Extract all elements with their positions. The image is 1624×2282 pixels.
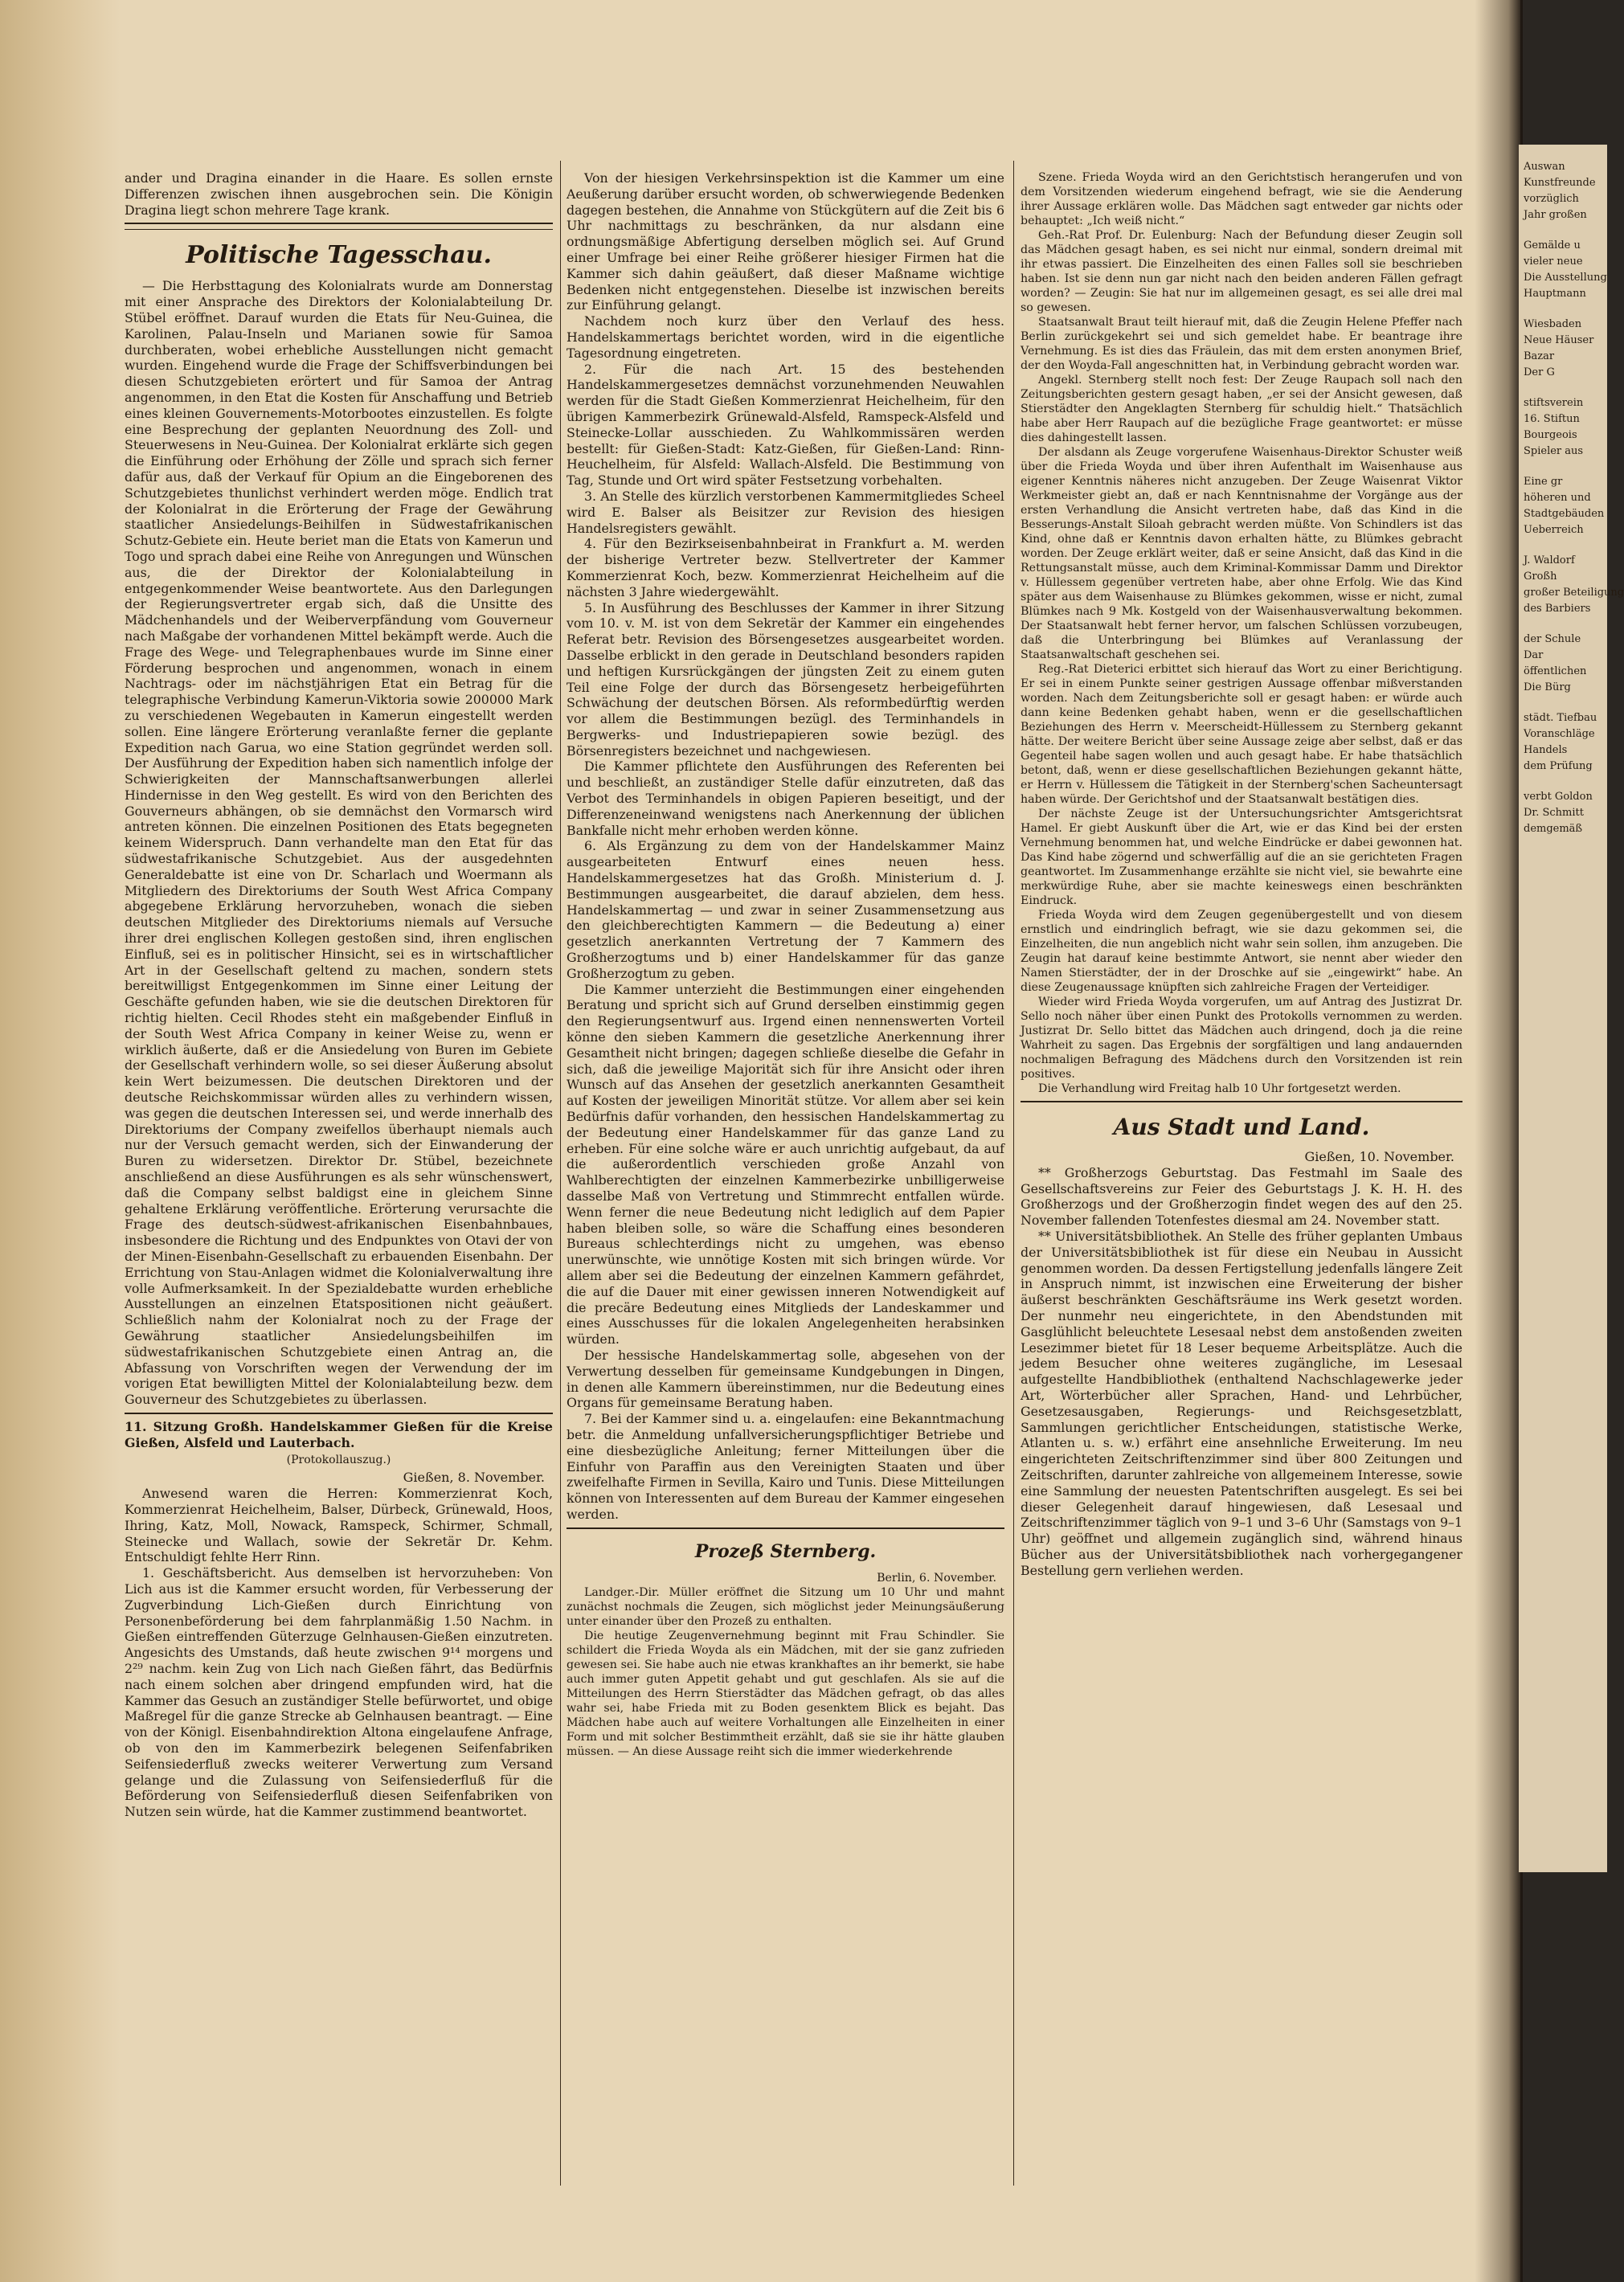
article-paragraph: 2. Für die nach Art. 15 des bestehenden Handelskammergesetzes demnächst vorzunehmenden Neuwahlen werden für die Stadt Gießen Kommerzienrat Heichelheim, für den übrigen Kammerbezirk Grünewald-Alsfeld, Ramspeck-Alsfeld und Steinecke-Lollar ausschieden. Zu Wahlkommissären werden bestellt: für Gießen-Stadt: Katz-Gießen, für Gießen-Land: Rinn-Heuchelheim, für Alsfeld: Wallach-Alsfeld. Die Bestimmung von Tag, Stunde und Ort wird später Festsetzung vorbehalten.	[567, 361, 1004, 489]
adjacent-page-line: Jahr großen	[1524, 209, 1587, 221]
chamber-subheading: (Protokollauszug.)	[286, 1453, 391, 1466]
article-paragraph: Die heutige Zeugenvernehmung beginnt mit Frau Schindler. Sie schildert die Frieda Woyda als ein Mädchen, mit der sie ganz zufrieden gewesen sei. Sie habe auch nie etwas krankhaftes an ihr bemerkt, sie habe auch immer guten Appetit gehabt und gut geschlafen. Als sie auf die Mitteilungen des Herrn Stierstädter das Mädchen gefragt, ob das alles wahr sei, habe Frieda mit zu Boden gesenktem Blick es bejaht. Das Mädchen habe auch auf weitere Vorhaltungen alle Einzelheiten in einer Form und mit solcher Bestimmtheit erzählt, daß sie sie ihr hätte glauben müssen. — An diese Aussage reiht sich die immer wiederkehrende	[567, 1629, 1004, 1758]
column-divider	[560, 161, 561, 2186]
local-news-heading: Aus Stadt und Land.	[1113, 1114, 1370, 1140]
adjacent-page-line: großer Beteiligung	[1524, 587, 1624, 599]
article-paragraph: Angekl. Sternberg stellt noch fest: Der Zeuge Raupach soll nach den Zeitungsberichten gestern gesagt haben, „er sei der Ansicht gewesen, daß Stierstädter den Angeklagten Sternberg für schuldig hielt.“ Thatsächlich habe aber Herr Raupach auf die bezügliche Frage geantwortet: er müsse dies dahingestellt lassen.	[1021, 374, 1462, 444]
article-paragraph: Wieder wird Frieda Woyda vorgerufen, um auf Antrag des Justizrat Dr. Sello noch näher über einen Punkt des Protokolls vernommen zu werden. Justizrat Dr. Sello bittet das Mädchen auch dringend, doch ja die reine Wahrheit zu sagen. Das Ergebnis der sorgfältigen und lang andauernden nochmaligen Befragung des Mädchens durch den Vorsitzenden ist rein positives.	[1021, 996, 1462, 1081]
adjacent-page-line: Wiesbaden	[1524, 318, 1582, 330]
trial-heading: Prozeß Sternberg.	[694, 1540, 877, 1562]
article-paragraph: Die Kammer pflichtete den Ausführungen des Referenten bei und beschließt, an zuständiger Stelle dafür einzutreten, daß das Verbot des Terminhandels in obigen Papieren beseitigt, und der Differenzeneinwand wenigstens nach Anerkennung der üblichen Bankfalle nicht mehr erhoben werden könne.	[567, 759, 1004, 838]
article-paragraph: 6. Als Ergänzung zu dem von der Handelskammer Mainz ausgearbeiteten Entwurf eines neuen hess. Handelskammergesetzes hat das Großh. Ministerium d. J. Bestimmungen ausgearbeitet, die darauf abzielen, dem hess. Handelskammertag — und zwar in seiner Zusammensetzung aus den gleichberechtigten Kammern — die Bedeutung a) einer gesetzlich anerkannten Vertretung der 7 Kammern des Großherzogtums und b) einer Handelskammer für das ganze Großherzogtum zu geben.	[567, 838, 1004, 981]
article-paragraph: Nachdem noch kurz über den Verlauf des hess. Handelskammertags berichtet worden, wird in die eigentliche Tagesordnung eingetreten.	[567, 313, 1004, 361]
adjacent-page-line: öffentlichen	[1524, 665, 1587, 677]
article-paragraph: ** Großherzogs Geburtstag. Das Festmahl im Saale des Gesellschaftsvereins zur Feier des Geburtstags J. K. H. H. des Großherzogs und der Großherzogin findet wegen des auf den 25. November fallenden Totenfestes diesmal am 24. November statt.	[1021, 1164, 1462, 1229]
adjacent-page-line: Kunstfreunde	[1524, 177, 1596, 189]
section-rule	[567, 1527, 1004, 1529]
article-paragraph: Von der hiesigen Verkehrsinspektion ist die Kammer um eine Aeußerung darüber ersucht worden, ob schwerwiegende Bedenken dagegen bestehen, die Annahme von Stückgütern auf die Zeit bis 6 Uhr nachmittags zu beschränken, da nur alsdann eine ordnungsmäßige Abfertigung derselben möglich sei. Auf Grund einer Umfrage bei einer Reihe größerer hiesiger Firmen hat die Kammer sich dahin geäußert, daß dieser Maßname wichtige Bedenken nicht entgegenstehen. Dieselbe ist inzwischen bereits zur Einführung gelangt.	[567, 170, 1004, 313]
adjacent-page-line: Bourgeois	[1524, 429, 1577, 441]
article-paragraph: 5. In Ausführung des Beschlusses der Kammer in ihrer Sitzung vom 10. v. M. ist von dem Sekretär der Kammer ein eingehendes Referat betr. Revision des Börsengesetzes ausgearbeitet worden. Dasselbe erblickt in den gerade in Deutschland besonders rapiden und heftigen Kursrückgängen der jüngsten Zeit zu einem guten Teil eine Folge der durch das Börsengesetz herbeigeführten Schwächung der deutschen Börsen. Als reformbedürftig werden vor allem die Bestimmungen bezügl. des Terminhandels in Bergwerks- und Industriepapieren sowie bezügl. des Börsenregisters bezeichnet und nachgewiesen.	[567, 599, 1004, 759]
adjacent-page-line: Großh	[1524, 570, 1557, 583]
adjacent-page-line: Handels	[1524, 744, 1568, 756]
adjacent-page-line: Der G	[1524, 366, 1555, 378]
adjacent-page-line: Die Bürg	[1524, 681, 1571, 693]
column-divider	[1013, 161, 1014, 2186]
local-news-dateline: Gießen, 10. November.	[1304, 1149, 1454, 1164]
chamber-heading: 11. Sitzung Großh. Handelskammer Gießen für die Kreise Gießen, Alsfeld und Lauterbach.	[125, 1418, 553, 1450]
article-paragraph: — Die Herbsttagung des Kolonialrats wurde am Donnerstag mit einer Ansprache des Direktors der Kolonialabteilung Dr. Stübel eröffnet. Darauf wurden die Etats für Neu-Guinea, die Karolinen, Palau-Inseln und Marianen sowie für Samoa durchberaten, wobei erhebliche Ausstellungen nicht gemacht wurden. Eingehend wurde die Frage der Schiffsverbindungen bei diesen Schutzgebieten erörtert und für Samoa der Antrag angenommen, in den Etat die Kosten für Anschaffung und Betrieb eines kleinen Gouvernements-Motorbootes einzustellen. Es folgte eine Besprechung der geplanten Neuordnung des Zoll- und Steuerwesens in Neu-Guinea. Der Kolonialrat erklärte sich gegen die Einführung oder Erhöhung der Zölle und sprach sich ferner dafür aus, daß der Verkauf für Opium an die Eingeborenen des Schutzgebietes thunlichst verhindert werden möge. Endlich trat der Kolonialrat in die Erörterung der Frage der Gewährung staatlicher Ansiedelungs-Beihilfen in Südwestafrikanischen Schutz-Gebiete ein. Heute beriet man die Etats von Kamerun und Togo und sprach dabei eine Reihe von Anregungen und Wünschen aus, die der Direktor der Kolonialabteilung in entgegenkommender Weise beantwortete. Aus den Darlegungen der Regierungsvertreter ergab sich, daß die Unsitte des Mädchenhandels und der Weiberverpfändung vom Gouverneur nach Maßgabe der vorhandenen Mittel bekämpft werde. Auch die Frage des Wege- und Telegraphenbaues wurde im Sinne einer Förderung besprochen und angenommen, wonach in einem Nachtrags- oder im nächstjährigen Etat ein Betrag für die telegraphische Verbindung Kamerun-Viktoria sowie 200000 Mark zu verschiedenen Wegebauten in Kamerun eingestellt werden sollen. Eine längere Erörterung veranlaßte ferner die geplante Expedition nach Garua, wo eine Station gegründet werden soll. Der Ausführung der Expedition haben sich namentlich infolge der Schwierigkeiten der Mannschaftsanwerbungen allerlei Hindernisse in den Weg gestellt. Es wird von den Berichten des Gouverneurs abhängen, ob sie demnächst den Vormarsch wird antreten können. Die einzelnen Positionen des Etats begegneten keinem Widerspruch. Dann verhandelte man den Etat für das südwestafrikanische Schutzgebiet. Aus der ausgedehnten Generaldebatte ist eine von Dr. Scharlach und Woermann als Mitgliedern des Direktoriums der South West Africa Company abgegebene Erklärung hervorzuheben, wonach die sieben deutschen Mitglieder des Direktoriums niemals auf Versuche ihrer drei englischen Kollegen gestoßen sind, ihren englischen Einfluß, sei es in politischer Hinsicht, sei es in wirtschaftlicher Art in der Gesellschaft geltend zu machen, sondern stets bereitwilligst Entgegenkommen im Sinne einer Leitung der Geschäfte gefunden haben, wie sie die deutschen Direktoren für richtig hielten. Cecil Rhodes steht ein maßgebender Einfluß in der South West Africa Company in keiner Weise zu, wenn er wirklich äußerte, daß er die Ansiedelung von Buren im Gebiete der Gesellschaft verhindern wolle, so sei dieser Äußerung absolut kein Wert beizumessen. Die deutschen Direktoren und der deutsche Reichskommissar würden alles zu verhindern wissen, was gegen die deutschen Interessen sei, und werde innerhalb des Direktoriums der Company zweifellos überhaupt niemals auch nur der Versuch gemacht werden, sich der Einwanderung der Buren zu widersetzen. Direktor Dr. Stübel, bezeichnete anschließend an diese Ausführungen es als sehr wünschenswert, daß die Company selbst baldigst eine in gleichem Sinne gehaltene Erklärung veröffentliche. Erörterung verursachte die Frage des deutsch-südwest-afrikanischen Eisenbahnbaues, insbesondere die Richtung und des Endpunktes von Otavi der von der Minen-Eisenbahn-Gesellschaft zu erbauenden Eisenbahn. Der Errichtung von Stau-Anlagen widmet die Kolonialverwaltung ihre volle Aufmerksamkeit. In der Spezialdebatte wurden erhebliche Ausstellungen an einzelnen Etatspositionen nicht geäußert. Schließlich nahm der Kolonialrat noch zu der Frage der Gewährung staatlicher Ansiedelungsbeihilfen im südwestafrikanischen Schutzgebiete einen Antrag an, die Abfassung von Vorschriften wegen der Verwendung der im vorigen Etat bewilligten Mittel der Kolonialabteilung bezw. dem Gouverneur des Schutzgebietes zu überlassen.	[125, 278, 553, 1408]
adjacent-page-line: der Schule	[1524, 633, 1581, 645]
article-paragraph: Die Verhandlung wird Freitag halb 10 Uhr fortgesetzt werden.	[1038, 1082, 1401, 1095]
article-paragraph: ** Universitätsbibliothek. An Stelle des früher geplanten Umbaus der Universitätsbibliothek ist für diese ein Neubau in Aussicht genommen worden. Da dessen Fertigstellung jedenfalls längere Zeit in Anspruch nimmt, ist inzwischen eine Erweiterung der bisher äußerst beschränkten Geschäftsräume ins Werk gesetzt worden. Der nunmehr neu eingerichtete, in den Abendstunden mit Gasglühlicht beleuchtete Lesesaal nebst dem anstoßenden zweiten Lesezimmer bietet für 18 Leser bequeme Arbeitsplätze. Auch die jedem Besucher ohne weiteres zugängliche, im Lesesaal aufgestellte Handbibliothek (enthaltend Nachschlagewerke jeder Art, Wörterbücher aller Sprachen, Hand- und Lehrbücher, Gesetzesausgaben, Regierungs- und Reichsgesetzblatt, Sammlungen gerichtlicher Entscheidungen, statistische Werke, Atlanten u. s. w.) erfährt eine ansehnliche Erweiterung. Im neu eingerichteten Zeitschriftenzimmer sind über 800 Zeitungen und Zeitschriften, darunter zahlreiche von allgemeinem Interesse, sowie eine Sammlung der neuesten Patentschriften ausgelegt. Es sei bei dieser Gelegenheit darauf hingewiesen, daß Lesesaal und Zeitschriftenzimmer täglich von 9–1 und 3–6 Uhr (Samstags von 9–1 Uhr) geöffnet und allgemein zugänglich sind, während hinaus Bücher aus der Universitätsbibliothek nach vorhergegangener Bestellung gern verliehen werden.	[1021, 1228, 1462, 1578]
article-paragraph: 4. Für den Bezirkseisenbahnbeirat in Frankfurt a. M. werden der bisherige Vertreter bezw. Stellvertreter der Kammer Kommerzienrat Koch, bezw. Kommerzienrat Heichelheim auf die nächsten 3 Jahre wiedergewählt.	[567, 536, 1004, 599]
article-paragraph: Geh.-Rat Prof. Dr. Eulenburg: Nach der Befundung dieser Zeugin soll das Mädchen gesagt haben, es sei nicht nur einmal, sondern dreimal mit ihr etwas passiert. Die Einzelheiten des einen Falles soll sie beschrieben haben. Ist sie denn nun gar nicht nach den beiden anderen Fällen gefragt worden? — Zeugin: Sie hat nur im allgemeinen gesagt, es sei alle drei mal so gewesen.	[1021, 229, 1462, 314]
adjacent-page-line: Eine gr	[1524, 476, 1563, 488]
adjacent-page-line: demgemäß	[1524, 823, 1583, 835]
adjacent-page-line: Bazar	[1524, 350, 1555, 362]
politics-heading: Politische Tagesschau.	[186, 241, 492, 270]
adjacent-page-line: städt. Tiefbau	[1524, 712, 1597, 724]
adjacent-page-line: dem Prüfung	[1524, 760, 1593, 772]
column-2	[567, 170, 1004, 2163]
section-rule	[125, 223, 553, 224]
article-paragraph: Der alsdann als Zeuge vorgerufene Waisenhaus-Direktor Schuster weiß über die Frieda Woyda und über ihren Aufenthalt im Waisenhause aus eigener Kenntnis näheres nicht anzugeben. Der Zeuge Waisenrat Viktor Werkmeister giebt an, daß er nach Kenntnisnahme der Vorgänge aus der ersten Verhandlung die Ansicht vertreten habe, daß das Kind in die Besserungs-Anstalt Siloah gebracht werden müßte. Von Schindlers ist das Kind, ohne daß er Kenntnis davon erhalten hätte, zu Blümkes gebracht worden. Der Zeuge erklärt weiter, daß er seine Ansicht, daß das Kind in die Rettungsanstalt müsse, auch dem Kriminal-Kommissar Damm und Direktor v. Hüllessem gegenüber vertreten habe, aber ohne Erfolg. Wie das Kind später aus dem Waisenhause zu Blümkes gekommen, wisse er nicht, zumal Blümkes nach 9 Mk. Kostgeld von der Waisenhausverwaltung bekommen. Der Staatsanwalt hebt ferner hervor, um falschen Schlüssen vorzubeugen, daß die Unterbringung bei Blümkes auf Veranlassung der Staatsanwaltschaft geschehen sei.	[1021, 446, 1462, 661]
adjacent-page-line: Ueberreich	[1524, 524, 1584, 536]
politics-article	[125, 278, 553, 1408]
adjacent-page-line: stiftsverein	[1524, 397, 1584, 409]
adjacent-page-line: Voranschläge	[1524, 728, 1595, 740]
column-3	[1021, 170, 1462, 2235]
adjacent-page-line: Spieler aus	[1524, 445, 1584, 457]
section-rule	[1021, 1101, 1462, 1102]
binding-fold	[1475, 0, 1523, 2282]
adjacent-page-line: höheren und	[1524, 492, 1591, 504]
adjacent-page-line: Hauptmann	[1524, 288, 1586, 300]
article-paragraph: Landger.-Dir. Müller eröffnet die Sitzung um 10 Uhr und mahnt zunächst nochmals die Zeugen, sich möglichst jeder Meinungsäußerung unter einander über den Prozeß zu enthalten.	[567, 1585, 1004, 1628]
article-paragraph: Reg.-Rat Dieterici erbittet sich hierauf das Wort zu einer Berichtigung. Er sei in einem Punkte seiner gestrigen Aussage offenbar mißverstanden worden. Nach dem Zeitungsberichte soll er gesagt haben: er würde auch dann keine Bedenken gehabt haben, wenn er die gesellschaftlichen Beziehungen des Herrn v. Meerscheidt-Hüllessem zu Sternberg gekannt hätte. Der weitere Bericht über seine Aussage zeige aber selbst, daß er das Gegenteil habe sagen wollen und auch gesagt habe. Er habe thatsächlich betont, daß, wenn er diese gesellschaftlichen Beziehungen gekannt hätte, er Herrn v. Hüllessem die Tätigkeit in der Sternberg'schen Sacheuntersagt haben würde. Der Gerichtshof und der Staatsanwalt bestätigen dies.	[1021, 663, 1462, 806]
column-1	[125, 170, 553, 2139]
adjacent-page-line: Auswan	[1524, 161, 1565, 173]
article-paragraph: Der nächste Zeuge ist der Untersuchungsrichter Amtsgerichtsrat Hamel. Er giebt Auskunft über die Art, wie er das Kind bei der ersten Vernehmung benommen hat, und welche Eindrücke er dabei gewonnen hat. Das Kind habe zögernd und schwerfällig auf die an sie gerichteten Fragen geantwortet. Im Zusammenhange erzählte sie nicht viel, sie bewahrte eine merkwürdige Ruhe, aber sie machte keineswegs einen beschränkten Eindruck.	[1021, 808, 1462, 907]
adjacent-page-line: Neue Häuser	[1524, 334, 1594, 346]
trial-dateline: Berlin, 6. November.	[877, 1571, 996, 1585]
article-paragraph: Staatsanwalt Braut teilt hierauf mit, daß die Zeugin Helene Pfeffer nach Berlin zurückgekehrt sei und sich gemeldet habe. Er beantrage ihre Vernehmung. Es ist dies das Fräulein, das mit dem ersten anonymen Brief, der den Woyda-Fall angeschnitten hat, in Verbindung gebracht worden war.	[1021, 316, 1462, 372]
article-paragraph: Die Kammer unterzieht die Bestimmungen einer eingehenden Beratung und spricht sich auf Grund derselben einstimmig gegen den Regierungsentwurf aus. Irgend einen nennenswerten Vorteil könne den sieben Kammern die gesetzliche Anerkennung ihrer Gesamtheit nicht bringen; dagegen schließe dieselbe die Gefahr in sich, daß die jeweilige Majorität sich für ihre Ansicht oder ihren Wunsch auf das Ansehen der gesetzlich anerkannten Gesamtheit auf Kosten der jeweiligen Minorität stütze. Vor allem aber sei kein Bedürfnis dafür vorhanden, den hessischen Handelskammertag zu der Bedeutung einer Handelskammer für das ganze Land zu erheben. Für eine solche wäre er auch unrichtig aufgebaut, da auf die außerordentlich verschieden große Anzahl von Wahlberechtigten der einzelnen Kammerbezirke unbilligerweise dasselbe Maß von Vertretung und Stimmrecht entfallen würde. Wenn ferner die neue Bedeutung nicht lediglich auf dem Papier haben bleiben solle, so wäre die Schaffung eines besonderen Bureaus schlechterdings nicht zu umgehen, was ebenso unerwünschte, wie unnötige Kosten mit sich bringen würde. Vor allem aber sei die Bedeutung der einzelnen Kammern gefährdet, die auf die Dauer mit einer gewissen inneren Notwendigkeit auf die precäre Bedeutung eines Mitglieds der Landeskammer und eines Ausschusses für die lokalen Angelegenheiten herabsinken würden.	[567, 981, 1004, 1348]
section-rule	[125, 1413, 553, 1414]
article-paragraph: Szene. Frieda Woyda wird an den Gerichtstisch herangerufen und von dem Vorsitzenden wiederum eingehend befragt, wie sie die Aenderung ihrer Aussage erklären wolle. Das Mädchen sagt entweder gar nichts oder behauptet: „Ich weiß nicht.“	[1021, 171, 1462, 227]
adjacent-page-line: vieler neue	[1524, 256, 1583, 268]
adjacent-page-line: verbt Goldon	[1524, 791, 1593, 803]
section-rule	[125, 229, 553, 230]
adjacent-page-strip	[1519, 145, 1624, 1872]
article-paragraph: Anwesend waren die Herren: Kommerzienrat Koch, Kommerzienrat Heichelheim, Balser, Dürbeck, Grünewald, Hoos, Ihring, Katz, Moll, Nowack, Ramspeck, Schirmer, Schmall, Steinecke und Wallach, sowie der Sekretär Dr. Kehm. Entschuldigt fehlte Herr Rinn.	[125, 1486, 553, 1565]
article-paragraph: Der hessische Handelskammertag solle, abgesehen von der Verwertung desselben für gemeinsame Kundgebungen in Dingen, in denen alle Kammern übereinstimmen, nur die Bedeutung eines Organs für gemeinsame Beratung haben.	[567, 1347, 1004, 1411]
page-edge-shadow	[0, 0, 121, 2282]
chamber-dateline: Gießen, 8. November.	[403, 1470, 545, 1486]
article-paragraph: 1. Geschäftsbericht. Aus demselben ist hervorzuheben: Von Lich aus ist die Kammer ersucht worden, für Verbesserung der Zugverbindung Lich-Gießen durch Einrichtung von Personenbeförderung bei dem fahrplanmäßig 1.50 Nachm. in Gießen eintreffenden Güterzuge Gelnhausen-Gießen einzutreten. Angesichts des Umstands, daß heute zwischen 9¹⁴ morgens und 2²⁹ nachm. kein Zug von Lich nach Gießen fährt, das Bedürfnis nach einem solchen aber dringend empfunden wird, hat die Kammer das Gesuch an zuständiger Stelle befürwortet, und obige Maßregel für die ganze Strecke ab Gelnhausen beantragt. — Eine von der Königl. Eisenbahndirektion Altona eingelaufene Anfrage, ob von den im Kammerbezirk belegenen Seifenfabriken Seifensiederfluß zwecks weiterer Verwertung zum Versand gelange und die Zulassung von Seifensiederfluß für die Beförderung von Seifensiederfluß diesen Seifenfabriken von Nutzen sein würde, hat die Kammer zustimmend beantwortet.	[125, 1565, 553, 1820]
adjacent-page-line: J. Waldorf	[1524, 554, 1575, 566]
adjacent-page-line: Stadtgebäuden	[1524, 508, 1605, 520]
article-paragraph: Frieda Woyda wird dem Zeugen gegenübergestellt und von diesem ernstlich und eindringlich befragt, wie sie dazu gekommen sei, die Einzelheiten, die nun angeblich nicht wahr sein sollen, ihm anzugeben. Die Zeugin hat darauf keine bestimmte Antwort, sie nennt aber wieder den Namen Stierstädter, der in der Droschke auf sie „eingewirkt“ habe. An diese Zeugenaussage knüpften sich zahlreiche Fragen der Verteidiger.	[1021, 909, 1462, 994]
article-paragraph: 3. An Stelle des kürzlich verstorbenen Kammermitgliedes Scheel wird E. Balser als Beisitzer zur Revision des hiesigen Handelsregisters gewählt.	[567, 488, 1004, 536]
article-paragraph: 7. Bei der Kammer sind u. a. eingelaufen: eine Bekanntmachung betr. die Anmeldung unfallversicherungspflichtiger Betriebe und eine diesbezügliche Anleitung; ferner Mitteilungen über die Einfuhr von Paraffin aus den Vereinigten Staaten und über zweifelhafte Firmen in Sevilla, Kairo und Tunis. Diese Mitteilungen können von Interessenten auf dem Bureau der Kammer eingesehen werden.	[567, 1411, 1004, 1522]
adjacent-page-line: Die Ausstellung	[1524, 272, 1607, 284]
adjacent-page-line: vorzüglich	[1524, 193, 1579, 205]
adjacent-page-line: Gemälde u	[1524, 239, 1581, 252]
continuation-text: ander und Dragina einander in die Haare. Es sollen ernste Differenzen zwischen ihnen ausgebrochen sein. Die Königin Dragina liegt schon mehrere Tage krank.	[125, 170, 553, 218]
adjacent-page-line: des Barbiers	[1524, 603, 1591, 615]
adjacent-page-line: Dr. Schmitt	[1524, 807, 1584, 819]
adjacent-page-line: 16. Stiftun	[1524, 413, 1580, 425]
adjacent-page-line: Dar	[1524, 649, 1544, 661]
